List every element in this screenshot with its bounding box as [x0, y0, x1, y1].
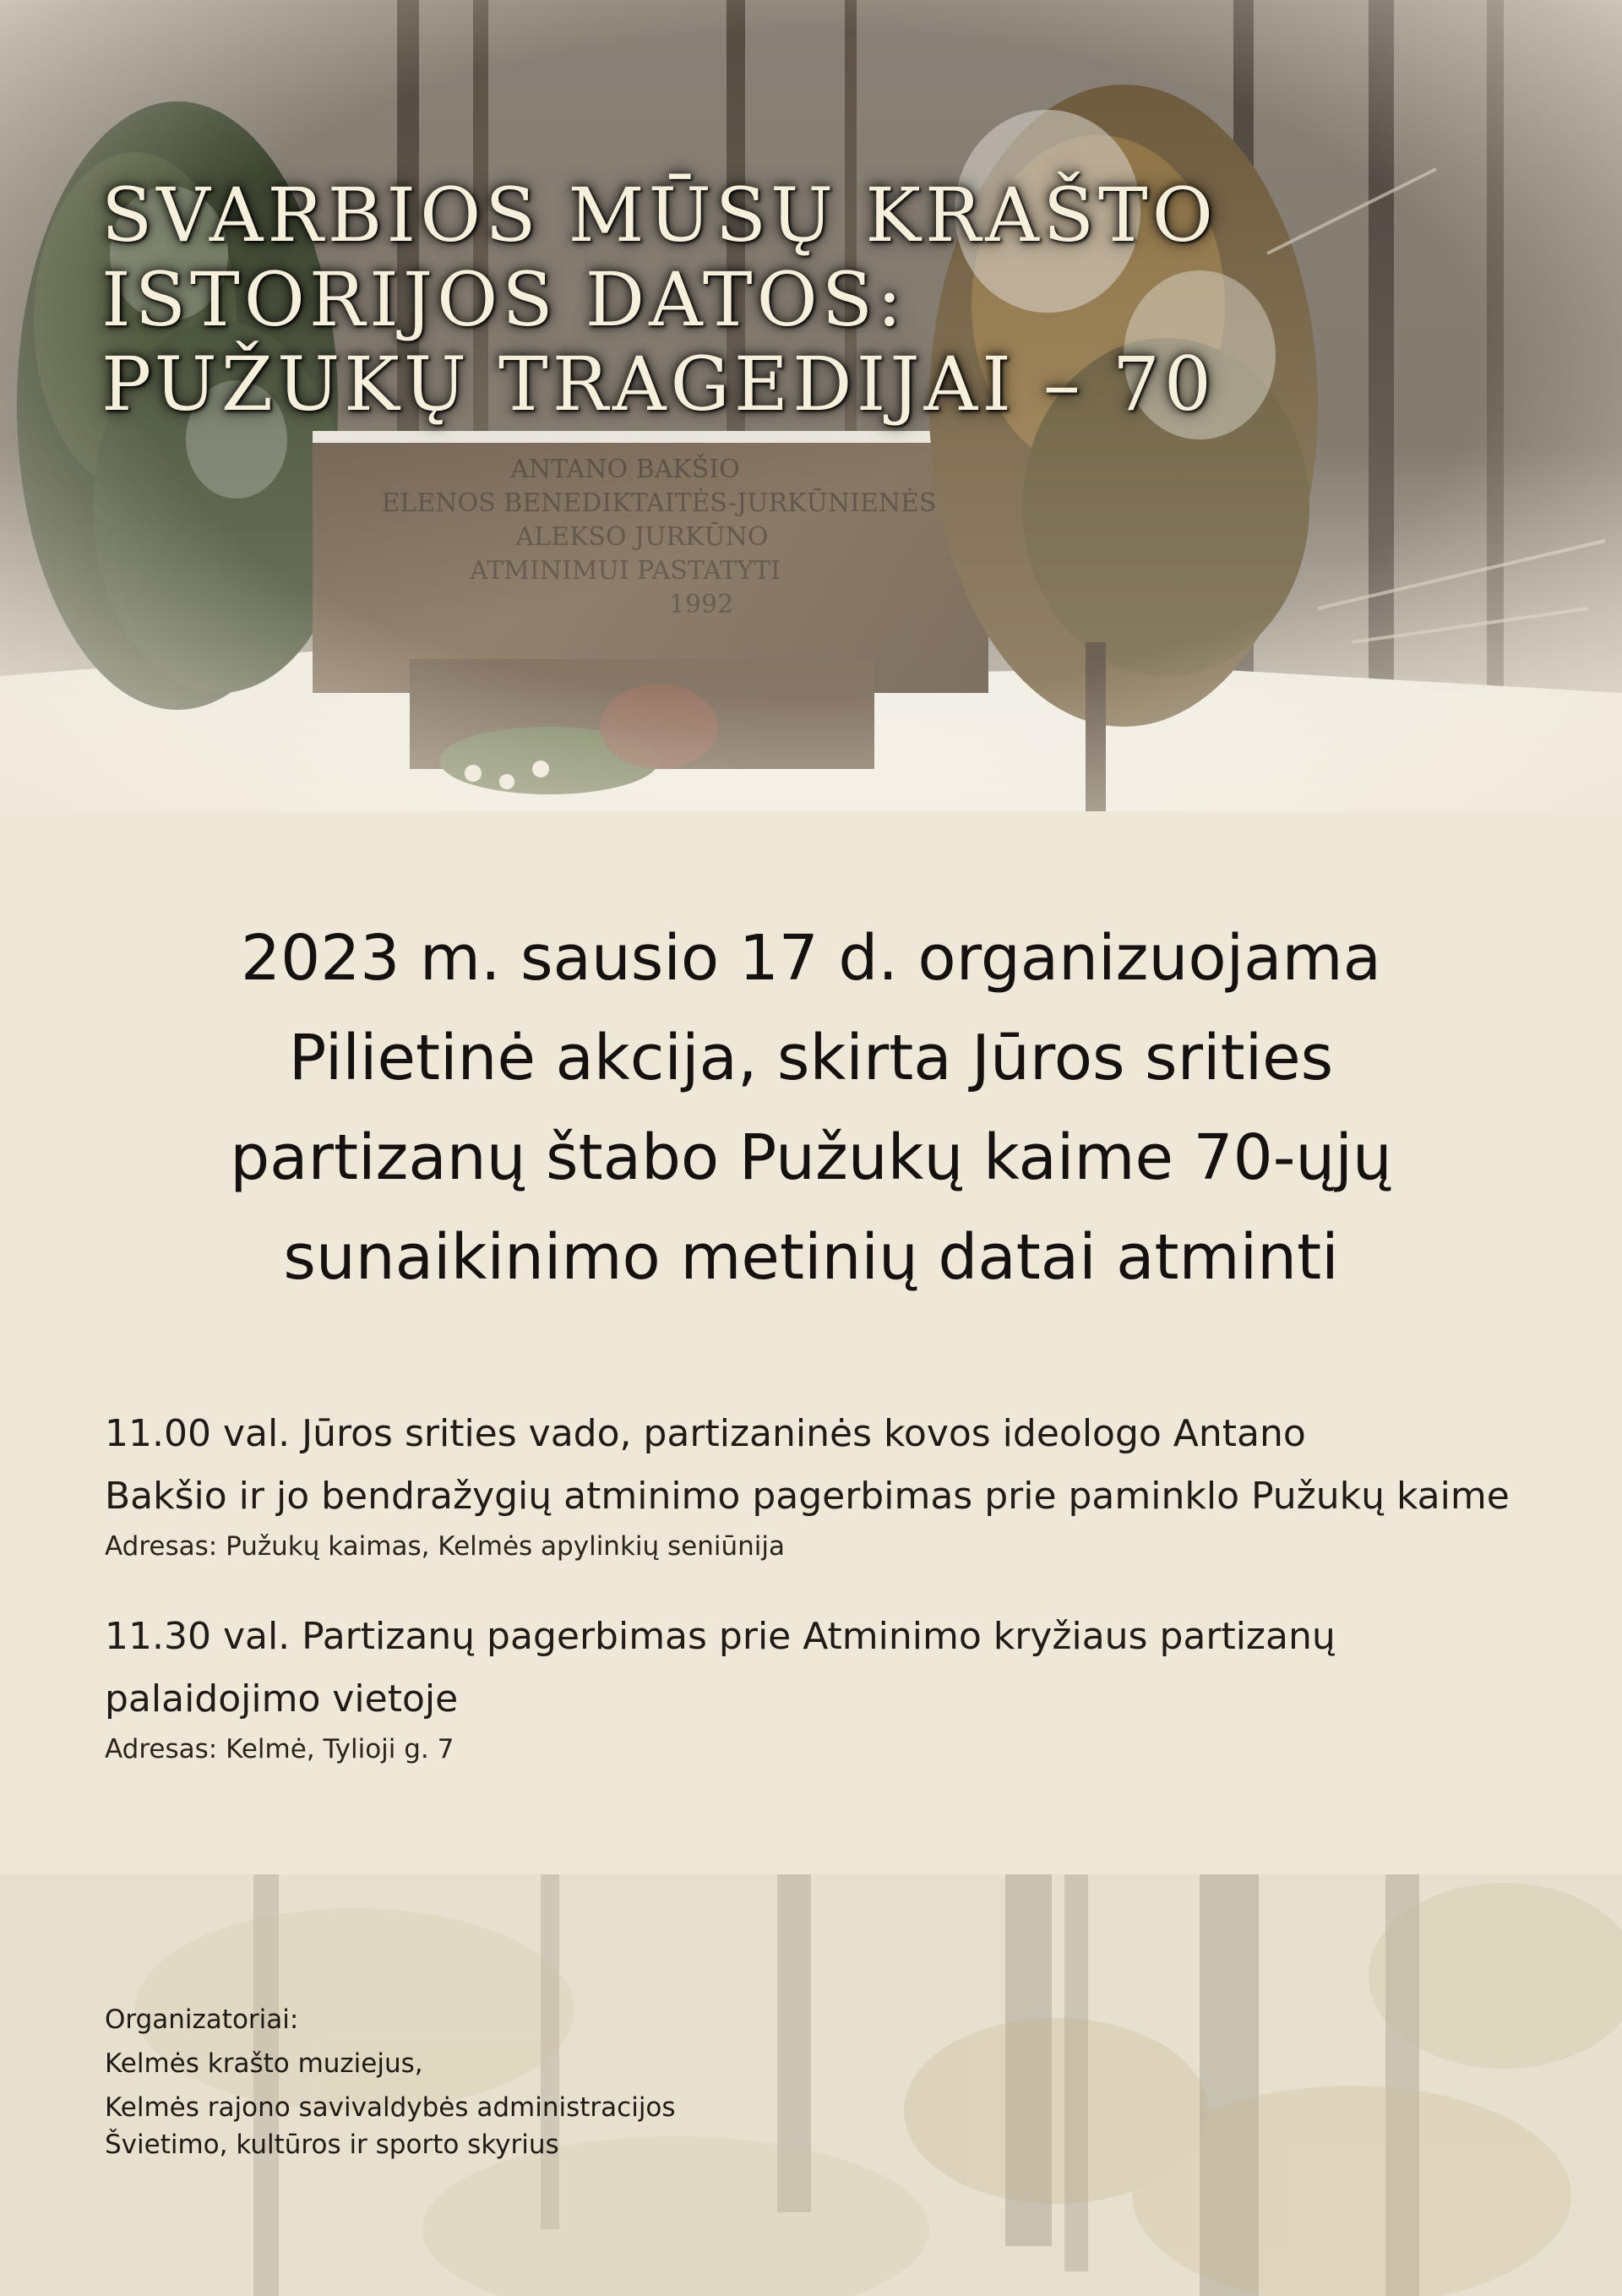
hero-title-line-3: PUŽUKŲ TRAGEDIJAI – 70: [101, 341, 1216, 428]
announcement-panel: [0, 811, 1622, 1874]
hero-title-line-1: SVARBIOS MŪSŲ KRAŠTO: [101, 172, 1217, 259]
organizers-heading: Organizatoriai:: [105, 2004, 299, 2035]
event-headline: [0, 908, 1622, 1307]
organizer-line: Švietimo, kultūros ir sporto skyrius: [105, 2130, 559, 2160]
organizer-line: Kelmės rajono savivaldybės administracijos: [105, 2092, 676, 2123]
schedule-item-line: palaidojimo vietoje: [105, 1677, 459, 1721]
organizer-line: Kelmės krašto muziejus,: [105, 2048, 423, 2079]
schedule-item-line: Bakšio ir jo bendražygių atminimo pagerbimas prie paminklo Pužukų kaime: [105, 1475, 1510, 1518]
schedule-item-address: Adresas: Pužukų kaimas, Kelmės apylinkių seniūnija: [105, 1531, 786, 1562]
schedule-item-1100: [105, 1403, 1541, 1565]
forest-background: [0, 1874, 1622, 2296]
schedule-item-line: 11.00 val. Jūros srities vado, partizaninės kovos ideologo Antano: [105, 1412, 1306, 1455]
headline-line-2: Pilietinė akcija, skirta Jūros srities: [288, 1022, 1334, 1094]
headline-line-4: sunaikinimo metinių datai atminti: [283, 1221, 1339, 1294]
schedule-item-line: 11.30 val. Partizanų pagerbimas prie Atminimo kryžiaus partizanų: [105, 1615, 1336, 1658]
hero-photo: [0, 0, 1622, 811]
schedule-item-description: [105, 1403, 1541, 1528]
schedule-item-address: Adresas: Kelmė, Tylioji g. 7: [105, 1734, 454, 1764]
headline-line-3: partizanų štabo Pužukų kaime 70-ųjų: [230, 1121, 1392, 1194]
hero-title-line-2: ISTORIJOS DATOS:: [101, 256, 906, 343]
hero-title: [101, 173, 1217, 427]
organizers: [105, 2001, 676, 2163]
schedule-item-description: [105, 1606, 1541, 1731]
headline-line-1: 2023 m. sausio 17 d. organizuojama: [241, 922, 1381, 995]
schedule-item-1130: [105, 1606, 1541, 1768]
